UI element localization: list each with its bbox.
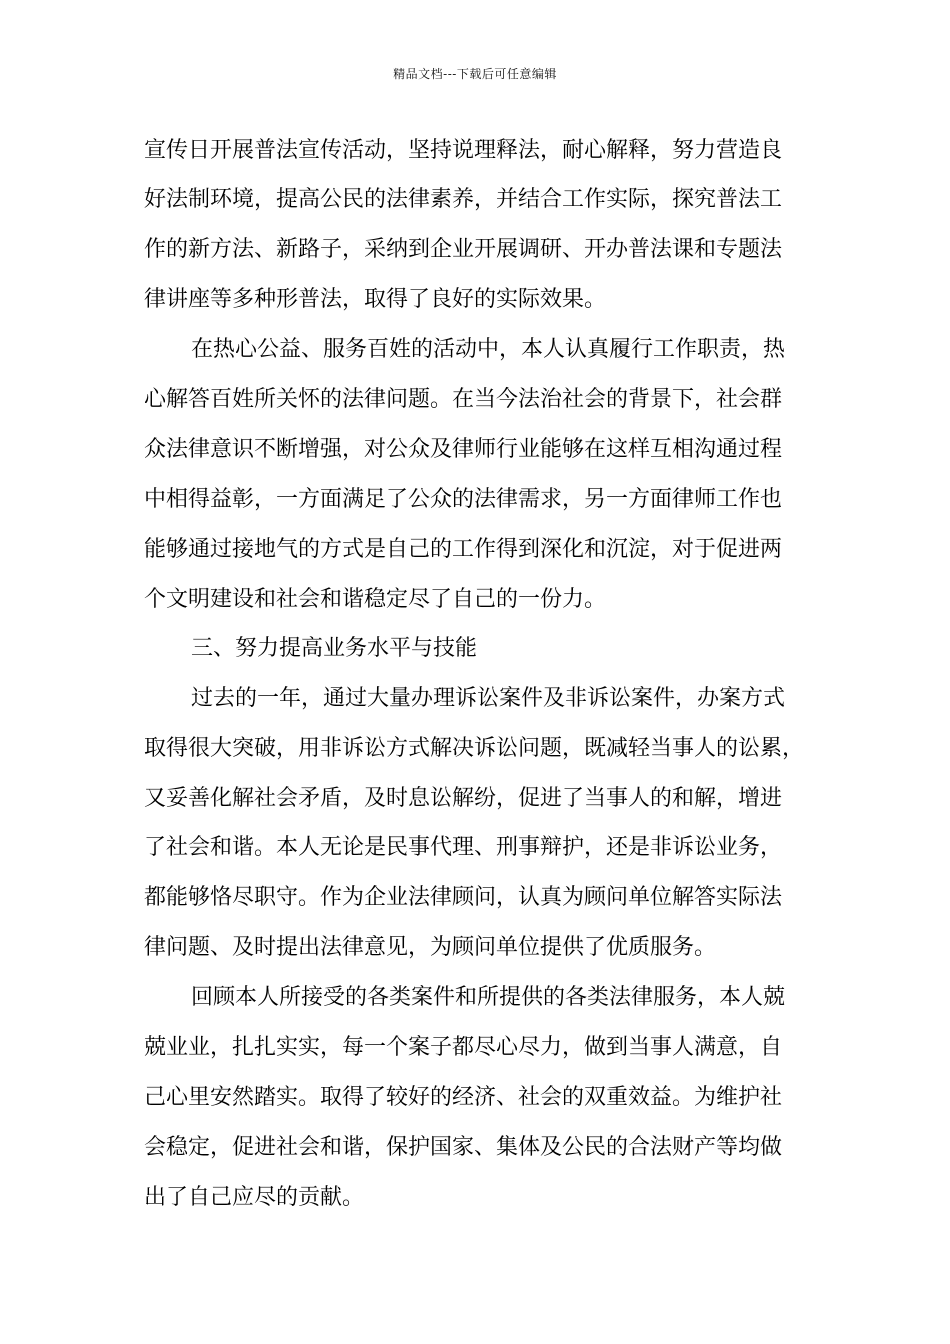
paragraph-4-line-2: 兢业业，扎扎实实，每一个案子都尽心尽力，做到当事人满意，自 bbox=[144, 1035, 783, 1060]
paragraph-4-line-1: 回顾本人所接受的各类案件和所提供的各类法律服务，本人兢 bbox=[191, 985, 786, 1010]
paragraph-3-line-3: 又妥善化解社会矛盾，及时息讼解纷，促进了当事人的和解，增进 bbox=[144, 786, 783, 811]
paragraph-4-line-5: 出了自己应尽的贡献。 bbox=[144, 1185, 365, 1210]
paragraph-1-line-4: 律讲座等多种形普法，取得了良好的实际效果。 bbox=[144, 287, 607, 312]
paragraph-1-line-3: 作的新方法、新路子，采纳到企业开展调研、开办普法课和专题法 bbox=[144, 237, 783, 262]
paragraph-2-line-4: 中相得益彰，一方面满足了公众的法律需求，另一方面律师工作也 bbox=[144, 487, 783, 512]
paragraph-2-line-1: 在热心公益、服务百姓的活动中，本人认真履行工作职责，热 bbox=[191, 337, 786, 362]
paragraph-1-line-2: 好法制环境，提高公民的法律素养，并结合工作实际，探究普法工 bbox=[144, 187, 783, 212]
paragraph-2-line-3: 众法律意识不断增强，对公众及律师行业能够在这样互相沟通过程 bbox=[144, 437, 783, 462]
section-heading: 三、努力提高业务水平与技能 bbox=[191, 636, 478, 661]
paragraph-3-line-2: 取得很大突破，用非诉讼方式解决诉讼问题，既减轻当事人的讼累， bbox=[144, 736, 805, 761]
paragraph-1-line-1: 宣传日开展普法宣传活动，坚持说理释法，耐心解释，努力营造良 bbox=[144, 138, 783, 163]
paragraph-3-line-5: 都能够恪尽职守。作为企业法律顾问，认真为顾问单位解答实际法 bbox=[144, 885, 783, 910]
paragraph-3-line-4: 了社会和谐。本人无论是民事代理、刑事辩护，还是非诉讼业务， bbox=[144, 835, 783, 860]
page-header: 精品文档---下载后可任意编辑 bbox=[393, 67, 557, 81]
paragraph-4-line-3: 己心里安然踏实。取得了较好的经济、社会的双重效益。为维护社 bbox=[144, 1085, 783, 1110]
paragraph-2-line-2: 心解答百姓所关怀的法律问题。在当今法治社会的背景下，社会群 bbox=[144, 387, 783, 412]
paragraph-2-line-6: 个文明建设和社会和谐稳定尽了自己的一份力。 bbox=[144, 587, 607, 612]
paragraph-3-line-6: 律问题、及时提出法律意见，为顾问单位提供了优质服务。 bbox=[144, 935, 717, 960]
paragraph-3-line-1: 过去的一年，通过大量办理诉讼案件及非诉讼案件，办案方式 bbox=[191, 686, 786, 711]
paragraph-2-line-5: 能够通过接地气的方式是自己的工作得到深化和沉淀，对于促进两 bbox=[144, 537, 783, 562]
paragraph-4-line-4: 会稳定，促进社会和谐，保护国家、集体及公民的合法财产等均做 bbox=[144, 1135, 783, 1160]
